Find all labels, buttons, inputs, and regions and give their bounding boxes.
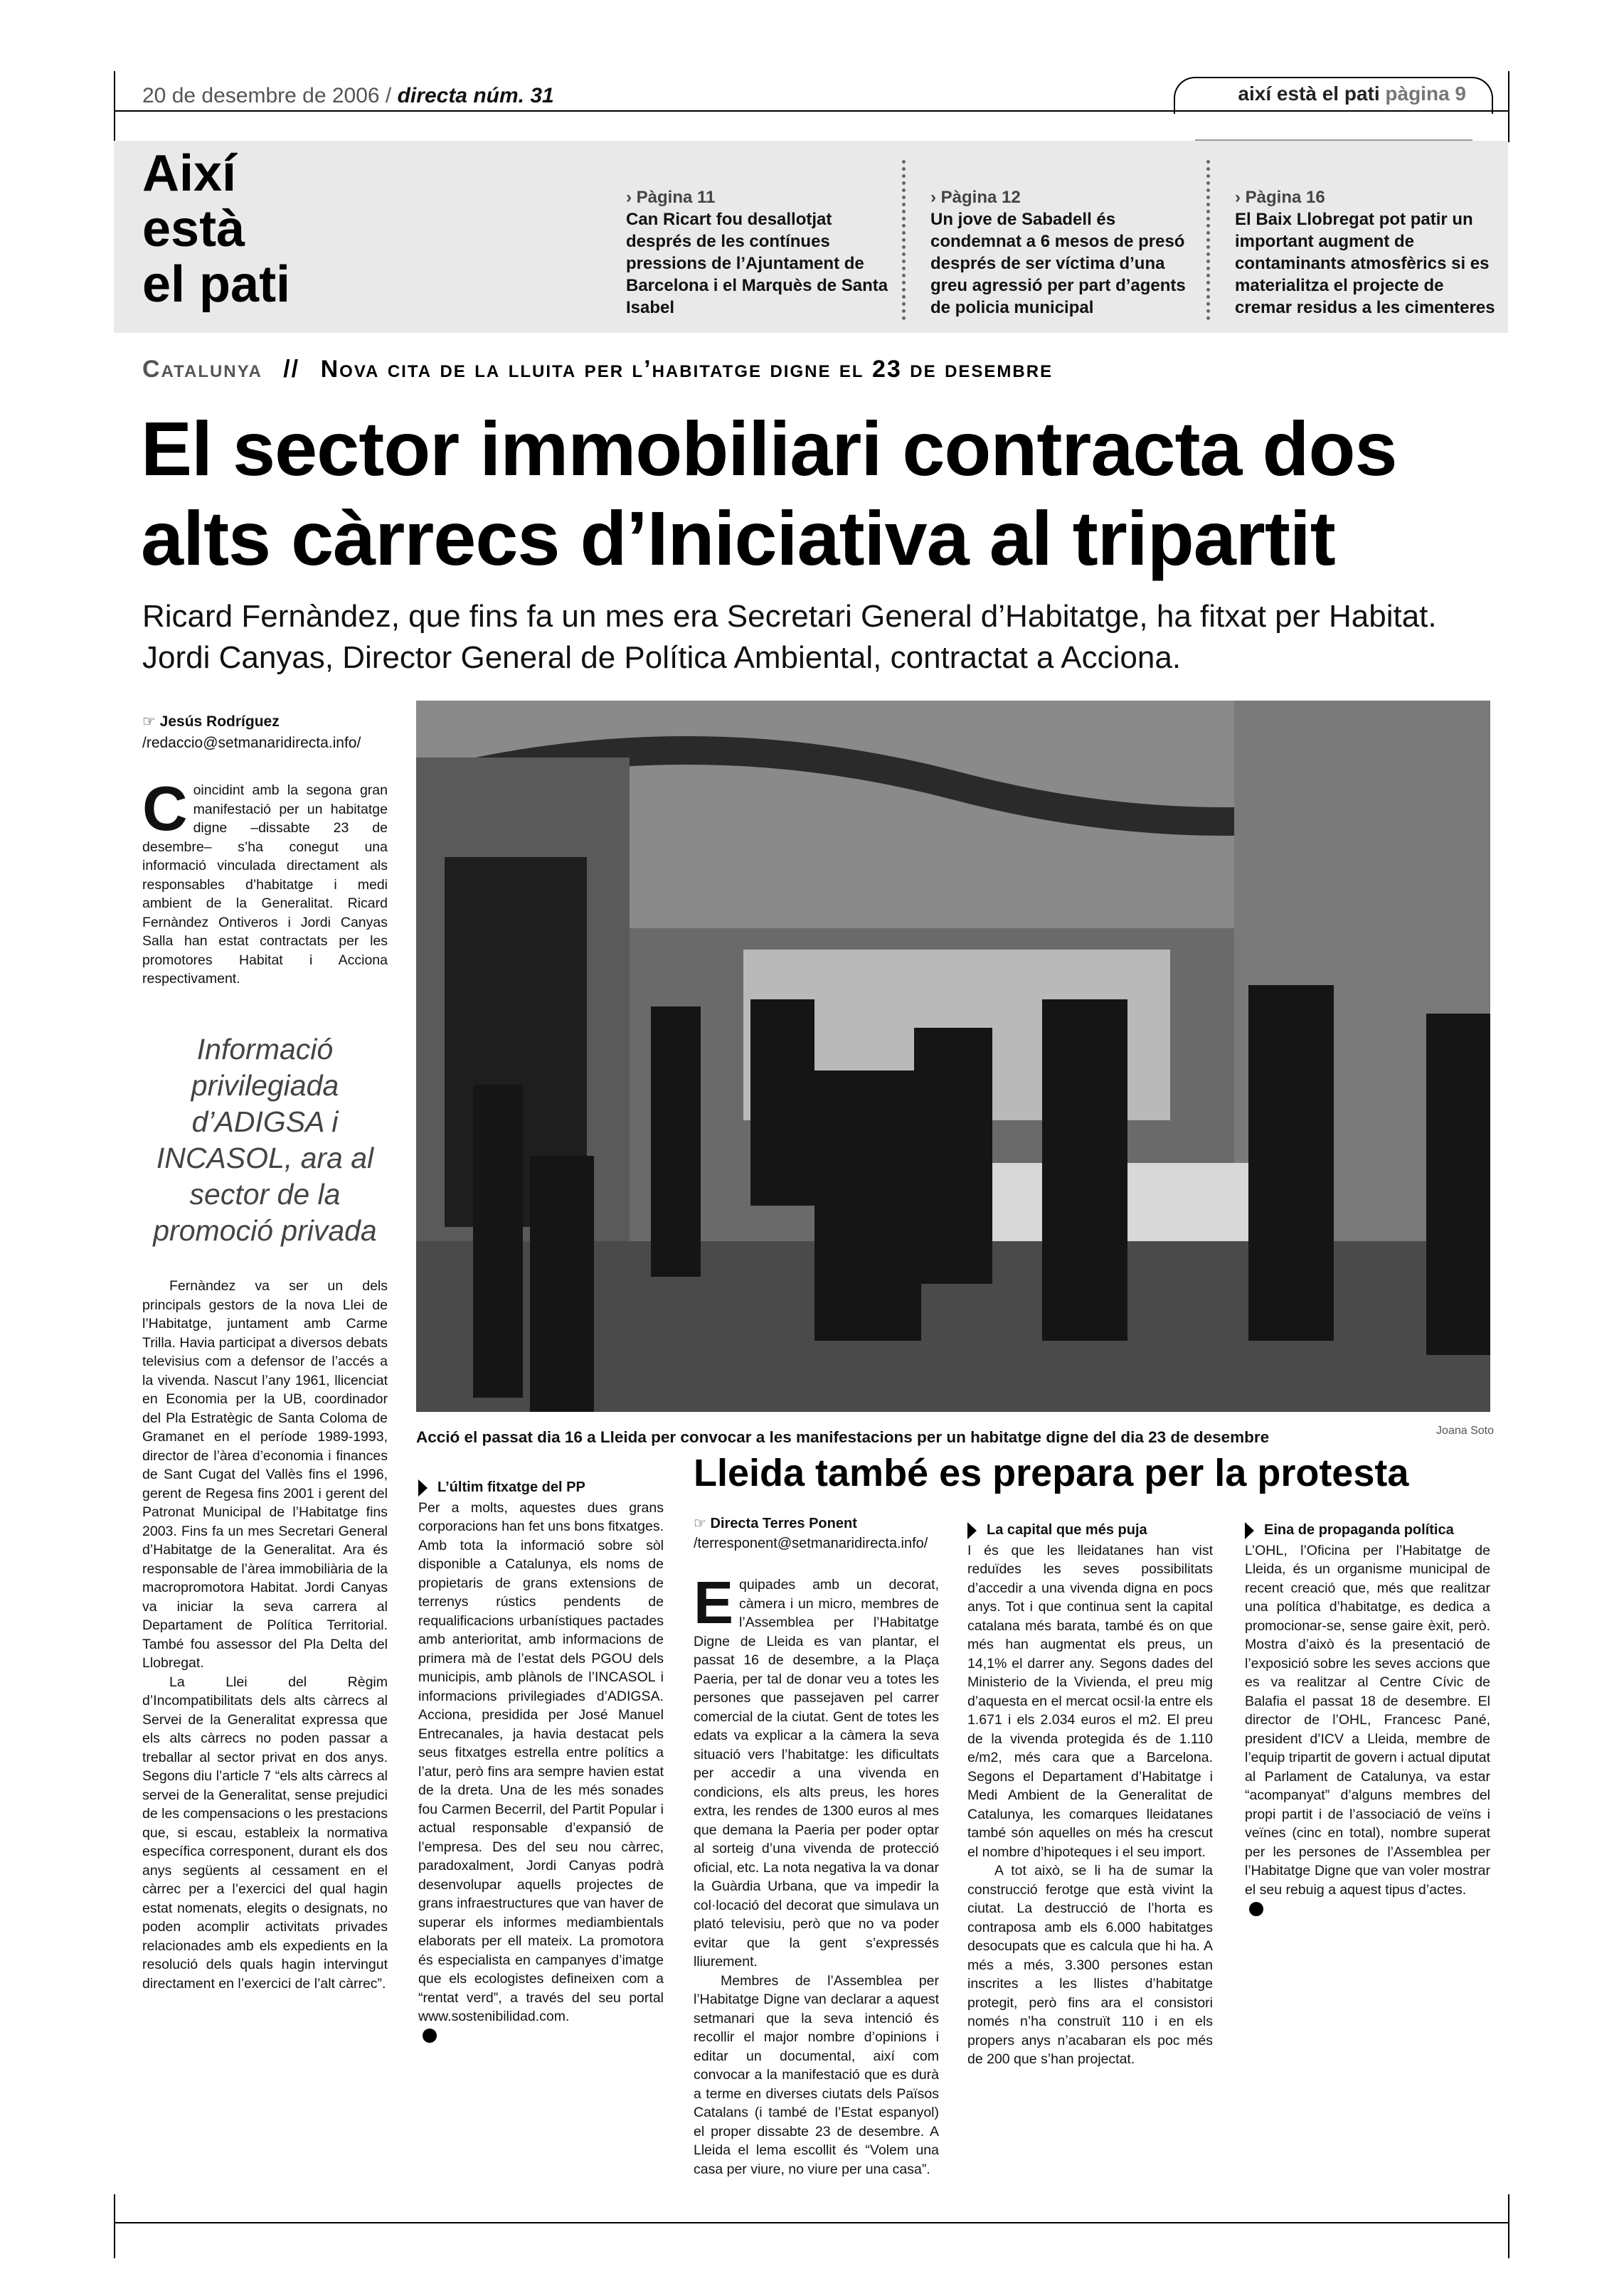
photo-caption: Acció el passat dia 16 a Lleida per convocar a les manifestacions per un habitatge digne del dia 23 de desembre xyxy=(416,1428,1270,1446)
byline: ☞ Jesús Rodríguez /redaccio@setmanaridirecta.info/ xyxy=(142,711,384,754)
teaser-page-12[interactable]: › Pàgina 12 Un jove de Sabadell és condemnat a 6 mesos de presó després de ser víctima d’una greu agressió per part d’agents de policia municipal xyxy=(930,188,1186,317)
second-article-title: Lleida també es prepara per la protesta xyxy=(694,1452,1409,1494)
article-column-1: Fernàndez va ser un dels principals gestors de la nova Llei de l’Habitatge, juntament amb Carme Trilla. Havia participat a diversos debats televisius com a defensor de l’accés a la vivenda. Nascut l’any 1961, llicenciat en Economia per la UB, coordinador del Pla Estratègic de Santa Coloma de Gramanet en el període 1989-1993, director de l’àrea d’economia i finances de Sant Cugat del Vallès fins el 1996, gerent de Regesa fins 2001 i gerent del Patronat Municipal de l’Habitatge fins 2003. Fins fa un mes Secretari General d’Habitatge de la Generalitat. Ara és responsable de l’àrea immobiliària de la macropromotora Habitat. Jordi Canyas va iniciar la seva carrera al Departament de Política Territorial. També fou assessor del Pla Delta del Llobregat. La Llei del Règim d’Incompatibilitats dels alts càrrecs al Servei de la Generalitat expressa que els alts càrrecs no poden passar a treballar al sector privat en dos anys. Segons diu l’article 7 “els alts càrrecs al servei de la Generalitat, sense prejudici de les compensacions o les prestacions que, si escau, estableix la normativa específica corresponent, durant els dos anys següents al cessament en el càrrec per a l’exercici del qual hagin estat nomenats, elegits o designats, no poden acomplir activitats privades relacionades amb els expedients en la resolució dels quals hagin intervingut directament en l’exercici de l’alt càrrec”. xyxy=(142,1278,388,1992)
subtitle-ultim-fitxatge: L’últim fitxatge del PP xyxy=(418,1478,664,1497)
second-article-column-1: Equipades amb un decorat, càmera i un micro, membres de l’Assemblea per l’Habitatge Digne de Lleida es van plantar, el passat 16 de desembre, a la Plaça Paeria, per tal de donar veu a totes les persones que passejaven pel carrer comercial de la ciutat. Gent de totes les edats va explicar a la càmera la seva situació vers l’habitatge: les dificultats per accedir a una vivenda en condicions, els alts preus, les hores extra, les rendes de 1300 euros al mes que demana la Paeria per poder optar al sorteig d’una vivenda de protecció oficial, etc. La nota negativa la va donar la Guàrdia Urbana, que va impedir la col·locació del decorat que simulava un plató televisiu, però que no va poder evitar que la gent s’expressés lliurement. Membres de l’Assemblea per l’Habitatge Digne van declarar a aquest setmanari que la seva intenció és recollir el major nombre d’opinions i editar un documental, així com convocar a la manifestació que es durà a terme en diverses ciutats dels Països Catalans (i també de l’Estat espanyol) el proper dissabte 23 de desembre. A Lleida el lema escollit és “Volem una casa per viure, no viure per una casa”. xyxy=(694,1569,939,2177)
photo-credit: Joana Soto xyxy=(1436,1425,1494,1437)
pointing-hand-icon: ☞ xyxy=(694,1516,706,1531)
left-margin-rule-bottom xyxy=(114,2194,115,2258)
pull-quote: Informació privilegiada d’ADIGSA i INCASOL, ara al sector de la promoció privada xyxy=(153,1033,377,1247)
end-mark-icon xyxy=(423,2029,437,2043)
left-margin-rule-top xyxy=(114,71,115,142)
second-article-byline: ☞ Directa Terres Ponent /terresponent@setmanaridirecta.info/ xyxy=(694,1514,964,1553)
running-header-section: així està el pati pàgina 9 xyxy=(1238,83,1466,105)
article-column-2: L’últim fitxatge del PP Per a molts, aquestes dues grans corporacions han fet uns bons fitxatges. Amb tota la informació sobre sòl disponible a Catalunya, els noms de propietaris de grans extensions de terrenys rústics pendents de requalificacions urbanístiques pactades amb anterioritat, amb informacions de primera mà de l’estat dels PGOU dels municipis, amb plànols de l’INCASOL i informacions privilegiades d’ADIGSA. Acciona, presidida per José Manuel Entrecanales, ja havia destacat pels seus fitxatges estrella entre polítics a l’atur, però fins ara sempre havien estat de la dreta. Una de les més sonades fou Carmen Becerril, del Partit Popular i actual responsable d’expansió de l’empresa. Des del seu nou càrrec, paradoxalment, Jordi Canyas podrà desenvolupar aquells projectes de grans infraestructures que van haver de superar els informes mediambientals elaborats per ell mateix. La promotora és especialista en campanyes d’imatge que els ecologistes defineixen com a “rentat verd”, a través del seu portal www.sostenibilidad.com. xyxy=(418,1474,664,2045)
article-intro: Coincidint amb la segona gran manifestació per un habitatge digne –dissabte 23 de desembre– s’ha conegut una informació vinculada directament als responsables d’habitatge i medi ambient de la Generalitat. Ricard Fernàndez Ontiveros i Jordi Canyas Salla han estat contractats per les promotores Habitat i Acciona respectivament. xyxy=(142,773,388,987)
right-margin-rule-top xyxy=(1508,71,1509,142)
subtitle-capital: La capital que més puja xyxy=(967,1521,1213,1540)
protest-photo xyxy=(416,701,1490,1412)
drop-cap: C xyxy=(142,773,188,844)
teaser-divider xyxy=(902,160,906,320)
byline-email[interactable]: /redaccio@setmanaridirecta.info/ xyxy=(142,735,361,751)
running-header-date: 20 de desembre de 2006 / directa núm. 31 xyxy=(142,84,554,107)
section-title: Així està el pati xyxy=(142,145,291,313)
page-number: pàgina 9 xyxy=(1385,83,1466,105)
teaser-page-16[interactable]: › Pàgina 16 El Baix Llobregat pot patir un important augment de contaminants atmosfèrics si es materialitza el projecte de cremar residus a les cimenteres xyxy=(1235,188,1495,317)
drop-cap: E xyxy=(694,1569,734,1636)
right-margin-rule-bottom xyxy=(1508,2194,1509,2258)
bottom-rule xyxy=(114,2222,1508,2223)
kicker: Catalunya // Nova cita de la lluita per l’habitatge digne el 23 de desembre xyxy=(142,356,1054,383)
teaser-divider xyxy=(1206,160,1210,320)
teaser-page-11[interactable]: › Pàgina 11 Can Ricart fou desallotjat després de les contínues pressions de l’Ajuntament de Barcelona i el Marquès de Santa Isabel xyxy=(626,188,888,317)
pointing-hand-icon: ☞ xyxy=(142,713,156,730)
second-article-column-2: La capital que més puja I és que les lleidatanes han vist reduïdes les seves possibilitats d’accedir a una vivenda digna en pocs anys. Tot i que continua sent la capital catalana més barata, també és on que més han augmentat els preus, un 14,1% el darrer any. Segons dades del Ministerio de la Vivienda, el preu mig d’aquesta en el mercat ocsil·la entre els 1.671 i els 2.034 euros el m2. El preu de la vivenda protegida és de 1.110 e/m2, més cara que a Barcelona. Segons el Departament d’Habitatge i Medi Ambient de la Generalitat de Catalunya, les comarques lleidatanes també són aquelles on més ha crescut el nombre d’hipoteques i el seu import. A tot això, se li ha de sumar la construcció ferotge que està vivint la ciutat. La destrucció de l’horta es contraposa amb els 6.000 habitatges desocupats que es calcula que hi ha. A més a més, 3.300 persones estan inscrites a les llistes d’habitatge protegit, però fins ara el consistori només n’ha construït 110 i en els propers anys n’acabaran els poc més de 200 que s’han projectat. xyxy=(967,1522,1213,2067)
publication-name: directa núm. 31 xyxy=(397,84,554,107)
subtitle-eina-propaganda: Eina de propaganda política xyxy=(1245,1521,1490,1540)
subhead: Ricard Fernàndez, que fins fa un mes era Secretari General d’Habitatge, ha fitxat per Habitat. Jordi Canyas, Director General de Política Ambiental, contractat a Acciona. xyxy=(142,599,1437,675)
headline: El sector immobiliari contracta dos alts càrrecs d’Iniciativa al tripartit xyxy=(141,405,1397,581)
end-mark-icon xyxy=(1249,1902,1263,1916)
second-byline-email[interactable]: /terresponent@setmanaridirecta.info/ xyxy=(694,1536,928,1551)
second-article-column-3: Eina de propaganda política L’OHL, l’Oficina per l’Habitatge de Lleida, és un organisme municipal de recent creació que, més que realitzar una política d’habitatge, es dedica a promocionar-se, sense gaire èxit, però. Mostra d’això és la presentació de l’exposició sobre les seves accions que es va realitzar al Centre Cívic de Balafia el passat 18 de desembre. El director de l’OHL, Francesc Pané, president d’ICV a Lleida, membre de l’equip tripartit de govern i actual diputat al Parlament de Catalunya, va estar “acompanyat” d’alguns membres del propi partit i de l’associació de veïns i veïnes (cinc en total), nombre superat per les persones de l’Assemblea per l’Habitatge Digne que van voler mostrar el seu rebuig a aquest tipus d’actes. xyxy=(1245,1516,1490,1918)
